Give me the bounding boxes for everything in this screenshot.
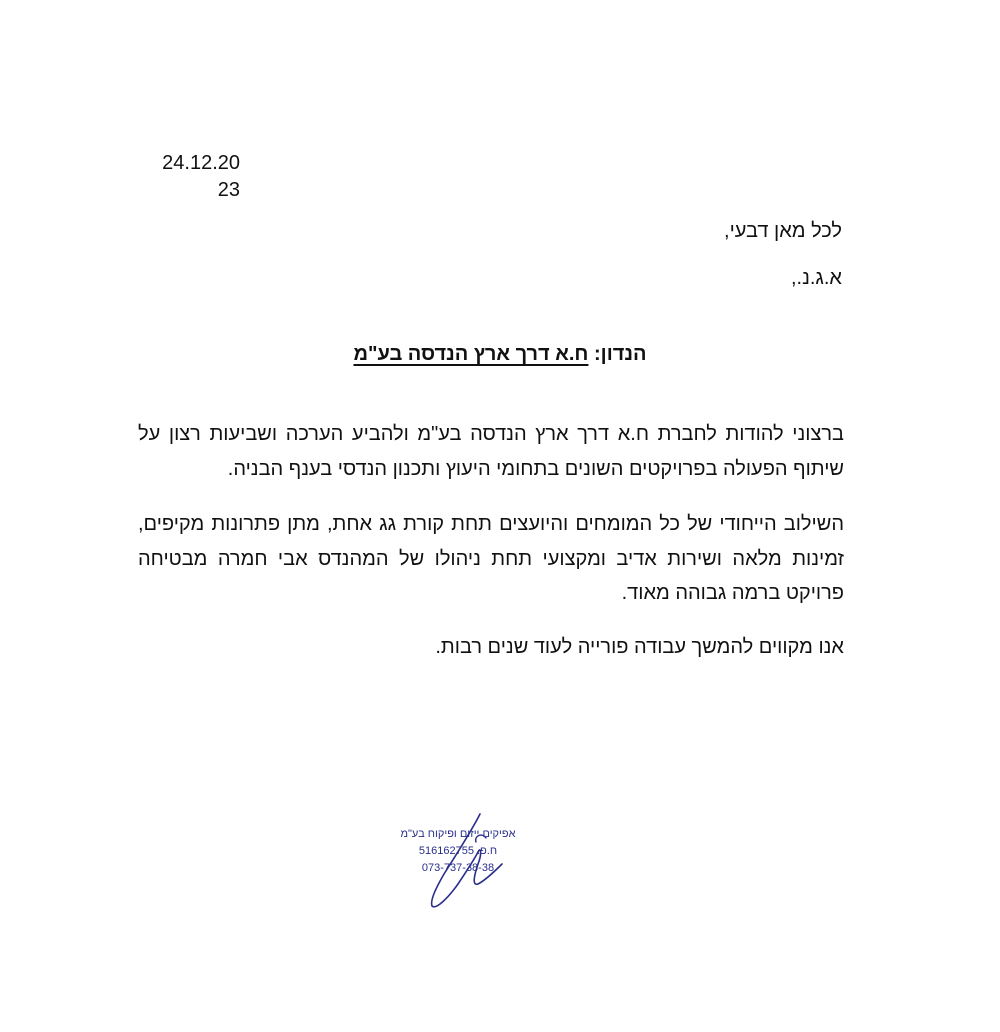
letter-date — [150, 150, 240, 204]
paragraph-2: השילוב הייחודי של כל המומחים והיועצים תחת קורת גג אחת, מתן פתרונות מקיפים, זמינות מלאה ושירות אדיב ומקצועי תחת ניהולו של המהנדס אבי חמרה מבטיחה פרויקט ברמה גבוהה מאוד. — [138, 513, 844, 604]
subject-label: הנדון: — [594, 343, 647, 365]
paragraph-1: ברצוני להודות לחברת ח.א דרך ארץ הנדסה בע"מ ולהביע הערכה ושביעות רצון על שיתוף הפעולה בפרויקטים השונים בתחומי היעוץ ותכנון הנדסי בענף הבניה. — [138, 423, 844, 480]
stamp-company-id: ח.פ. 516162755 — [418, 845, 498, 857]
date-line-1: 24.12.20 — [162, 152, 240, 174]
signature-stamp — [378, 812, 538, 912]
stamp-phone: 073-737-38-38 — [421, 862, 495, 874]
stamp-company-name: אפיקים ייזום ופיקוח בע"מ — [400, 828, 516, 840]
subject-line — [0, 340, 1000, 368]
date-line-2: 23 — [217, 179, 240, 201]
subject-text: ח.א דרך ארץ הנדסה בע"מ — [353, 343, 589, 365]
recipient-line: לכל מאן דבעי, — [724, 220, 842, 242]
handwritten-signature — [378, 812, 538, 912]
greeting-line: א.ג.נ., — [790, 267, 842, 289]
paragraph-3: אנו מקווים להמשך עבודה פורייה לעוד שנים רבות. — [435, 636, 844, 658]
